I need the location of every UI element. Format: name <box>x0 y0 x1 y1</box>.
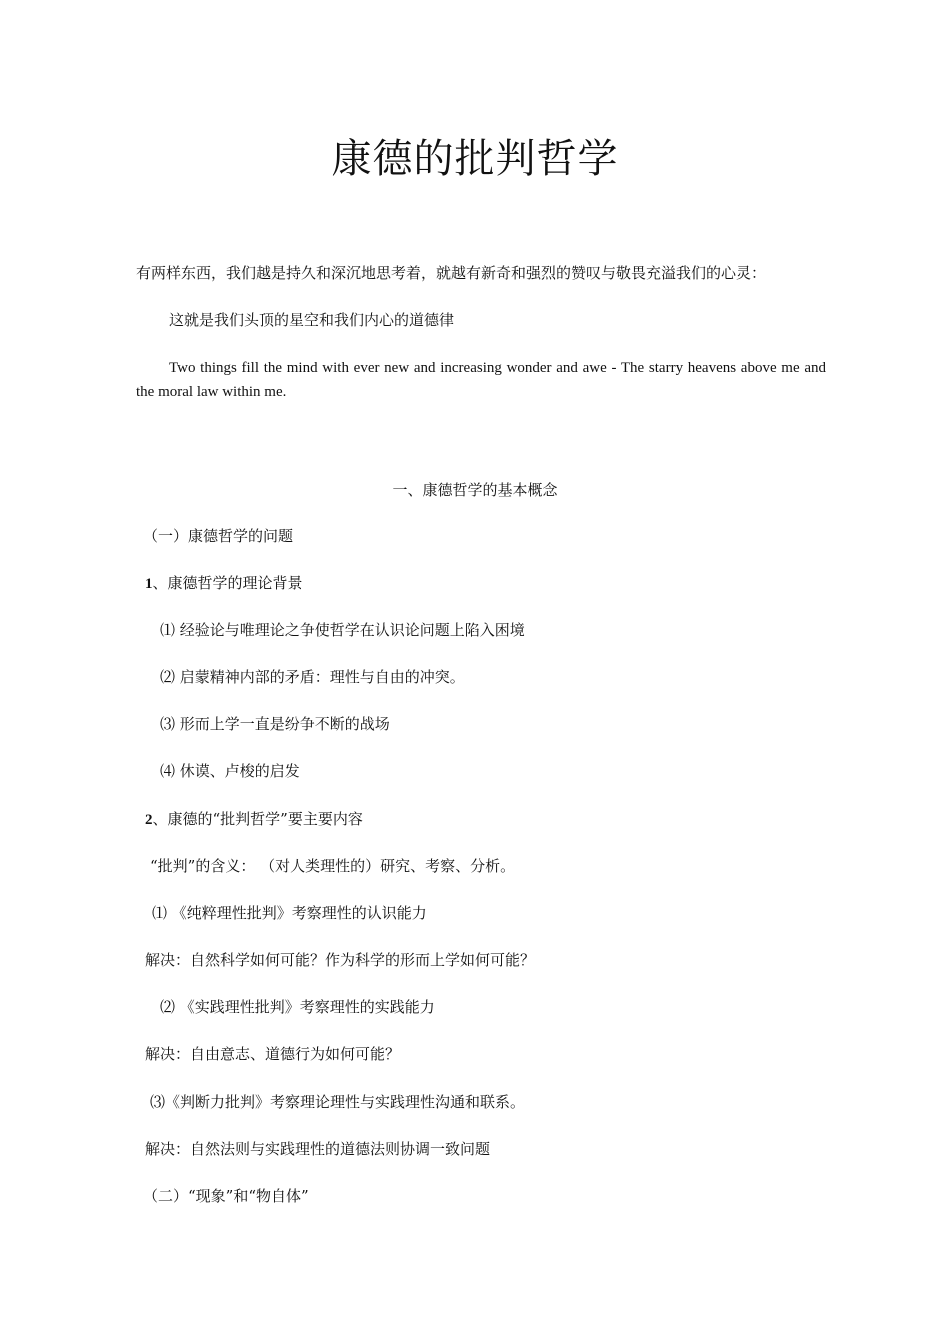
answer-1: 解决：自然科学如何可能？作为科学的形而上学如何可能？ <box>145 951 536 969</box>
item-2-number: 2 <box>145 812 153 828</box>
subsection-heading-2: （二）“现象”和“物自体” <box>143 1187 309 1205</box>
document-title: 康德的批判哲学 <box>331 135 619 182</box>
critique-1: ⑴ 《纯粹理性批判》考察理性的认识能力 <box>152 904 427 922</box>
subsection-heading-1: （一）康德哲学的问题 <box>143 527 294 545</box>
background-point-2: ⑵ 启蒙精神内部的矛盾：理性与自由的冲突。 <box>160 668 465 686</box>
epigraph-chinese-line2: 这就是我们头顶的星空和我们内心的道德律 <box>169 311 455 329</box>
item-1-number: 1 <box>145 576 153 592</box>
epigraph-english: Two things fill the mind with ever new and increasing wonder and awe - The starry heavens above me and the moral law within me. <box>136 360 826 400</box>
background-point-1: ⑴ 经验论与唯理论之争使哲学在认识论问题上陷入困境 <box>160 621 525 639</box>
answer-2: 解决：自由意志、道德行为如何可能？ <box>145 1045 401 1063</box>
critique-meaning: “批判”的含义： （对人类理性的）研究、考察、分析。 <box>150 857 516 875</box>
critique-2: ⑵ 《实践理性批判》考察理性的实践能力 <box>160 998 435 1016</box>
item-2-heading <box>145 809 363 830</box>
item-1-text: 、康德哲学的理论背景 <box>152 574 303 592</box>
section-heading: 一、康德哲学的基本概念 <box>392 481 558 499</box>
background-point-4: ⑷ 休谟、卢梭的启发 <box>160 762 300 780</box>
item-2-text: 、康德的“批判哲学”要主要内容 <box>152 810 363 828</box>
critique-3: ⑶《判断力批判》考察理论理性与实践理性沟通和联系。 <box>150 1093 526 1111</box>
background-point-3: ⑶ 形而上学一直是纷争不断的战场 <box>160 715 390 733</box>
answer-3: 解决：自然法则与实践理性的道德法则协调一致问题 <box>145 1140 491 1158</box>
epigraph-chinese-line1: 有两样东西，我们越是持久和深沉地思考着，就越有新奇和强烈的赞叹与敬畏充溢我们的心灵： <box>136 264 767 282</box>
item-1-heading <box>145 573 303 594</box>
